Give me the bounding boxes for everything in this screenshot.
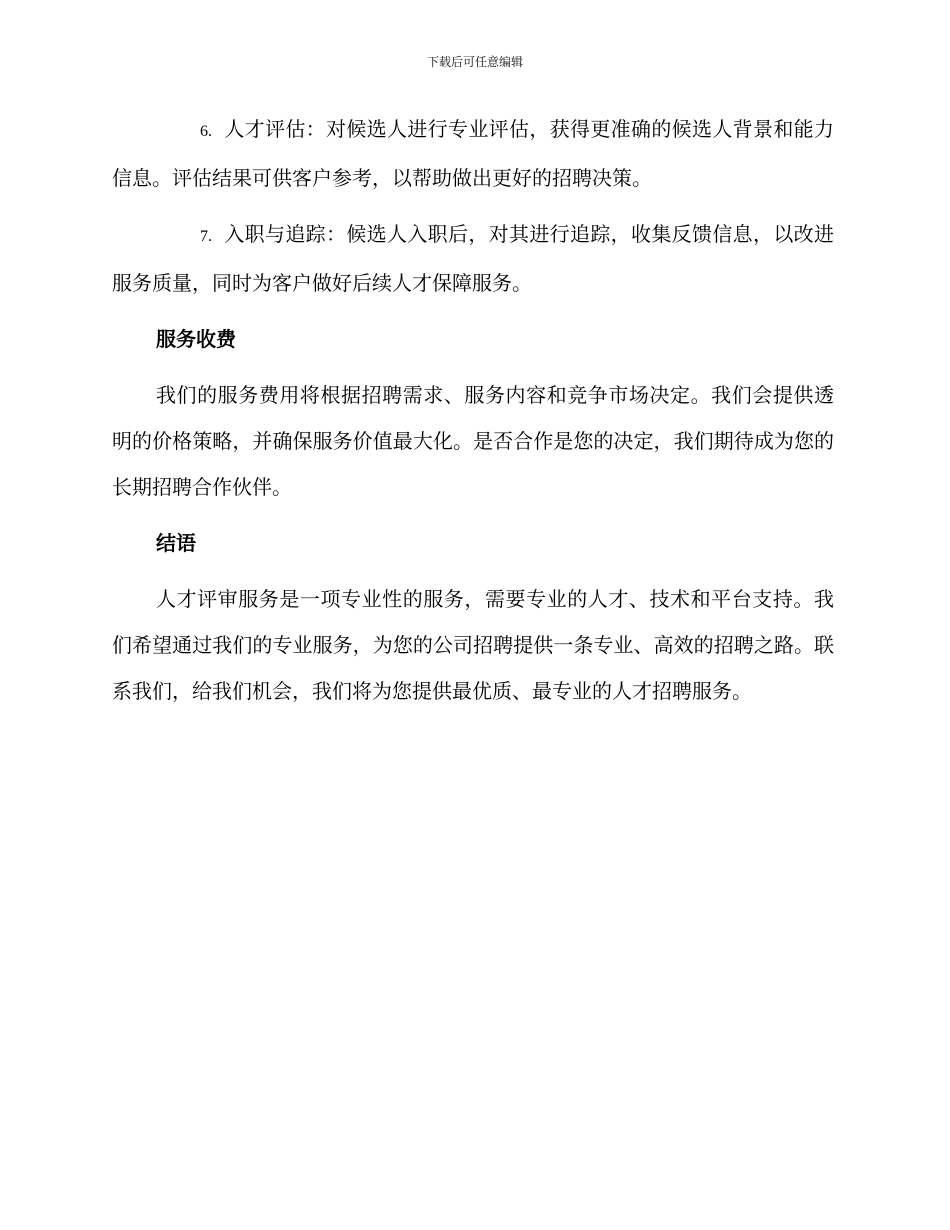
document-body	[112, 106, 834, 724]
list-item-text: 入职与追踪：候选人入职后，对其进行追踪，收集反馈信息，以改进服务质量，同时为客户做好后续人才保障服务。	[112, 222, 834, 295]
list-item-text: 人才评估：对候选人进行专业评估，获得更准确的候选人背景和能力信息。评估结果可供客户参考，以帮助做出更好的招聘决策。	[112, 117, 834, 190]
list-item-6	[112, 106, 834, 201]
section-heading-fees: 服务收费	[156, 327, 236, 351]
list-number: 6.	[200, 123, 212, 140]
list-item-7	[112, 211, 834, 306]
fees-paragraph: 我们的服务费用将根据招聘需求、服务内容和竞争市场决定。我们会提供透明的价格策略，并确保服务价值最大化。是否合作是您的决定，我们期待成为您的长期招聘合作伙伴。	[112, 383, 834, 499]
section-heading-conclusion: 结语	[156, 531, 196, 555]
list-number: 7.	[200, 228, 212, 245]
page-header: 下载后可任意编辑	[426, 55, 523, 69]
conclusion-paragraph: 人才评审服务是一项专业性的服务，需要专业的人才、技术和平台支持。我们希望通过我们的专业服务，为您的公司招聘提供一条专业、高效的招聘之路。联系我们，给我们机会，我们将为您提供最优质、最专业的人才招聘服务。	[112, 587, 834, 703]
